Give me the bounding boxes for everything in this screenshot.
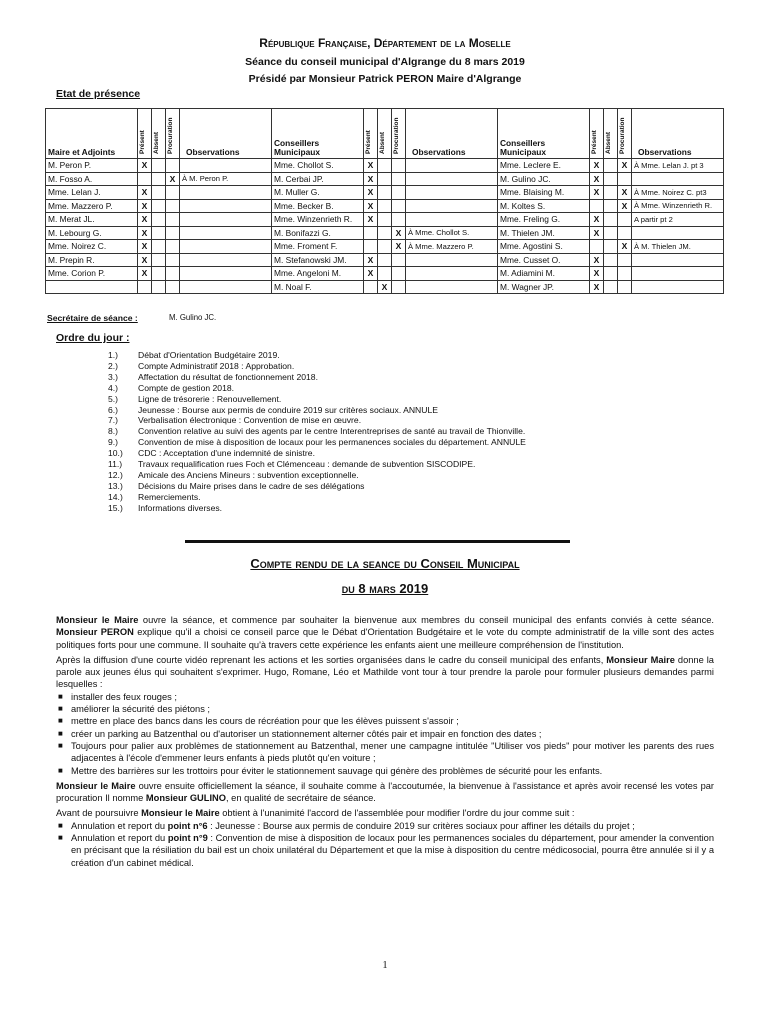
bullet-icon: ■: [58, 728, 63, 738]
member-name: M. Gulino JC.: [498, 172, 590, 186]
col-absent: Absent: [604, 109, 618, 159]
absent-mark: [152, 186, 166, 200]
absent-mark: [378, 253, 392, 267]
observation: À M. Peron P.: [180, 172, 272, 186]
presence-row: [46, 186, 724, 200]
demande-text: améliorer la sécurité des piétons ;: [71, 704, 211, 715]
agenda-item-number: 14.): [108, 491, 123, 502]
member-name: M. Muller G.: [272, 186, 364, 200]
procuration-mark: [618, 226, 632, 240]
present-mark: [364, 240, 378, 254]
present-mark: X: [590, 253, 604, 267]
absent-mark: [604, 267, 618, 281]
etat-presence-title: Etat de présence: [56, 88, 141, 100]
observation: [632, 280, 724, 294]
presence-row: [46, 253, 724, 267]
presence-row: [46, 159, 724, 173]
procuration-mark: [166, 159, 180, 173]
bullet-icon: ■: [58, 740, 63, 750]
agenda-item-text: Convention relative au suivi des agents par le centre Interentreprises de santé au travail de Thionville.: [138, 426, 526, 437]
absent-mark: [604, 159, 618, 173]
absent-mark: [152, 199, 166, 213]
observation: À Mme. Winzenrieth R.: [632, 199, 724, 213]
member-name: M. Fosso A.: [46, 172, 138, 186]
header-title: République Française, Département de la Moselle: [259, 36, 511, 50]
member-name: M. Thielen JM.: [498, 226, 590, 240]
demande-text: Toujours pour palier aux problèmes de stationnement au Batzenthal, mener une campagne intitulée "Utiliser vos pieds" pour motiver les parents des rues adjacentes à l'école d'emmener leurs enfants à pieds plutôt qu'en voiture ;: [71, 740, 714, 764]
procuration-mark: [166, 186, 180, 200]
demande-text: mettre en place des bancs dans les cours de récréation pour que les élèves puissent s'assoir ;: [71, 716, 459, 727]
procuration-mark: [166, 280, 180, 294]
ordre-du-jour-title: Ordre du jour :: [56, 332, 130, 344]
member-name: M. Stefanowski JM.: [272, 253, 364, 267]
bullet-icon: ■: [58, 691, 63, 701]
member-name: M. Adiamini M.: [498, 267, 590, 281]
present-mark: X: [590, 186, 604, 200]
observation: [180, 186, 272, 200]
present-mark: X: [364, 159, 378, 173]
compte-rendu-date: du 8 mars 2019: [341, 581, 429, 596]
demande-item: [56, 703, 714, 715]
present-mark: X: [138, 240, 152, 254]
secretaire-name: M. Gulino JC.: [169, 313, 217, 322]
col-conseillers-2: Conseillers Municipaux: [272, 109, 364, 159]
present-mark: X: [590, 213, 604, 227]
agenda-item: [108, 503, 526, 514]
member-name: Mme. Lelan J.: [46, 186, 138, 200]
present-mark: [138, 172, 152, 186]
absent-mark: [152, 280, 166, 294]
presence-row: [46, 240, 724, 254]
procuration-mark: X: [618, 199, 632, 213]
demande-text: Mettre des barrières sur les trottoirs pour éviter le stationnement sauvage qui génère des problèmes de sécurité pour les enfants.: [71, 765, 603, 776]
present-mark: [364, 226, 378, 240]
procuration-mark: [392, 213, 406, 227]
col-maire-adjoints: Maire et Adjoints: [46, 109, 138, 159]
agenda-item: [108, 405, 526, 416]
demande-item: [56, 715, 714, 727]
procuration-mark: X: [166, 172, 180, 186]
observation: [180, 213, 272, 227]
present-mark: X: [590, 280, 604, 294]
observation: À Mme. Mazzero P.: [406, 240, 498, 254]
observation: [180, 253, 272, 267]
observation: À Mme. Lelan J. pt 3: [632, 159, 724, 173]
col-procuration: Procuration: [618, 109, 632, 159]
observation: [180, 280, 272, 294]
member-name: Mme. Angeloni M.: [272, 267, 364, 281]
absent-mark: [152, 159, 166, 173]
absent-mark: [604, 240, 618, 254]
paragraph-video: Après la diffusion d'une courte vidéo reprenant les actions et les sorties organisées dans le cadre du conseil municipal des enfants, Monsieur Maire donne la parole aux jeunes élus qui souhaitent s'exprimer. Hugo, Romane, Léo et Mathilde vont tour à tour prendre la parole pour formuler plusieurs demandes parmi lesquelles :: [56, 654, 714, 690]
agenda-item: [108, 350, 526, 361]
agenda-item-text: Compte de gestion 2018.: [138, 382, 235, 393]
observation: [180, 267, 272, 281]
procuration-mark: [166, 213, 180, 227]
agenda-item-number: 6.): [108, 404, 119, 415]
agenda-item-number: 13.): [108, 480, 123, 491]
agenda-item: [108, 492, 526, 503]
present-mark: X: [590, 159, 604, 173]
procuration-mark: X: [392, 226, 406, 240]
procuration-mark: [618, 253, 632, 267]
col-observations: Observations: [180, 109, 272, 159]
agenda-item-text: Compte Administratif 2018 : Approbation.: [138, 360, 295, 371]
absent-mark: [604, 172, 618, 186]
col-absent: Absent: [378, 109, 392, 159]
compte-rendu-title: Compte rendu de la seance du Conseil Municipal: [250, 556, 520, 571]
procuration-mark: [618, 267, 632, 281]
col-procuration: Procuration: [166, 109, 180, 159]
secretaire-label: Secrétaire de séance :: [47, 313, 138, 323]
demande-text: installer des feux rouges ;: [71, 691, 177, 702]
absent-mark: [378, 186, 392, 200]
present-mark: X: [590, 267, 604, 281]
bullet-icon: ■: [58, 704, 63, 714]
member-name: Mme. Agostini S.: [498, 240, 590, 254]
present-mark: X: [590, 226, 604, 240]
agenda-item-text: Travaux requalification rues Foch et Clémenceau : demande de subvention SISCODIPE.: [138, 459, 476, 470]
presence-row: [46, 280, 724, 294]
absent-mark: [378, 199, 392, 213]
absent-mark: [378, 267, 392, 281]
bullet-icon: ■: [58, 765, 63, 775]
agenda-item-text: Informations diverses.: [138, 502, 223, 513]
procuration-mark: [392, 199, 406, 213]
col-conseillers-3: Conseillers Municipaux: [498, 109, 590, 159]
member-name: M. Merat JL.: [46, 213, 138, 227]
observation: [406, 280, 498, 294]
absent-mark: [152, 240, 166, 254]
observation: [632, 267, 724, 281]
absent-mark: [378, 172, 392, 186]
agenda-item: [108, 394, 526, 405]
observation: [180, 159, 272, 173]
agenda-item-number: 1.): [108, 350, 119, 360]
col-observations: Observations: [632, 109, 724, 159]
agenda-item-number: 5.): [108, 393, 119, 404]
presence-row: [46, 199, 724, 213]
agenda-item-text: Affectation du résultat de fonctionnement 2018.: [138, 371, 318, 382]
agenda-item: [108, 361, 526, 372]
agenda-item: [108, 372, 526, 383]
paragraph-modification: Avant de poursuivre Monsieur le Maire obtient à l'unanimité l'accord de l'assemblée pour modifier l'ordre du jour comme suit :: [56, 808, 575, 819]
present-mark: X: [364, 172, 378, 186]
present-mark: X: [138, 186, 152, 200]
absent-mark: [152, 267, 166, 281]
col-procuration: Procuration: [392, 109, 406, 159]
presence-row: [46, 267, 724, 281]
observation: [180, 240, 272, 254]
demande-text: créer un parking au Batzenthal ou d'autoriser un stationnement alterner côtés pair et impair en fonction des dates ;: [71, 728, 542, 739]
member-name: Mme. Becker B.: [272, 199, 364, 213]
procuration-mark: [392, 172, 406, 186]
demande-item: [56, 765, 714, 777]
observation: [406, 199, 498, 213]
observation: [632, 226, 724, 240]
observation: À Mme. Noirez C. pt3: [632, 186, 724, 200]
absent-mark: [378, 240, 392, 254]
absent-mark: [604, 199, 618, 213]
observation: [632, 253, 724, 267]
present-mark: X: [364, 267, 378, 281]
member-name: Mme. Corion P.: [46, 267, 138, 281]
observation: [180, 226, 272, 240]
col-present: Présent: [138, 109, 152, 159]
procuration-mark: [392, 267, 406, 281]
procuration-mark: [166, 253, 180, 267]
absent-mark: [604, 280, 618, 294]
absent-mark: X: [378, 280, 392, 294]
procuration-mark: [166, 199, 180, 213]
present-mark: X: [364, 213, 378, 227]
present-mark: X: [138, 267, 152, 281]
absent-mark: [152, 172, 166, 186]
procuration-mark: [618, 280, 632, 294]
bullet-icon: ■: [58, 820, 63, 830]
agenda-item-number: 7.): [108, 415, 119, 426]
absent-mark: [604, 186, 618, 200]
agenda-item: [108, 383, 526, 394]
procuration-mark: [392, 159, 406, 173]
present-mark: X: [138, 213, 152, 227]
present-mark: X: [364, 253, 378, 267]
present-mark: X: [364, 186, 378, 200]
presence-table-body: [46, 159, 724, 294]
absent-mark: [604, 226, 618, 240]
member-name: Mme. Freling G.: [498, 213, 590, 227]
col-present: Présent: [590, 109, 604, 159]
col-absent: Absent: [152, 109, 166, 159]
observation: À M. Thielen JM.: [632, 240, 724, 254]
modification-item: ■ Annulation et report du point n°9 : Convention de mise à disposition de locaux pour les permanences sociales du département, pour amender la convention en précisant que la résiliation du bail est un choix unilatéral du Département et que la mise à disposition du centre médicosocial, pourra être annulée si il y a création d'un cabinet médical.: [58, 833, 715, 868]
observation: [406, 253, 498, 267]
agenda-item-number: 3.): [108, 371, 119, 382]
agenda-item-text: CDC : Acceptation d'une indemnité de sinistre.: [138, 448, 315, 459]
procuration-mark: X: [618, 240, 632, 254]
agenda-item-text: Amicale des Anciens Mineurs : subvention exceptionnelle.: [138, 469, 359, 480]
member-name: M. Cerbai JP.: [272, 172, 364, 186]
agenda-item-number: 2.): [108, 360, 119, 371]
procuration-mark: [392, 186, 406, 200]
header-seance: Séance du conseil municipal d'Algrange du 8 mars 2019: [245, 56, 525, 68]
agenda-item-text: Ligne de trésorerie : Renouvellement.: [138, 393, 282, 404]
member-name: M. Prepin R.: [46, 253, 138, 267]
observation: [406, 213, 498, 227]
modifications-list: [56, 820, 714, 869]
observation: [406, 172, 498, 186]
procuration-mark: [392, 253, 406, 267]
procuration-mark: [618, 172, 632, 186]
presence-header-row: [46, 109, 724, 159]
demande-item: [56, 740, 714, 765]
paragraph-ouverture: Monsieur le Maire ouvre la séance, et commence par souhaiter la bienvenue aux membres du conseil municipal des enfants conviés à cette séance. Monsieur PERON explique qu'il a choisi ce conseil parce que le Débat d'Orientation Budgétaire et le vote du compte administratif de la ville sont des actes politiques forts pour une commune. Il souhaite qu'à travers cette expérience les enfants aient une meilleure compréhension de l'institution.: [56, 615, 715, 650]
absent-mark: [378, 226, 392, 240]
present-mark: X: [364, 199, 378, 213]
bullet-icon: ■: [58, 833, 63, 843]
procuration-mark: X: [618, 186, 632, 200]
member-name: Mme. Winzenrieth R.: [272, 213, 364, 227]
section-divider: [185, 540, 570, 543]
agenda-item: [108, 415, 526, 426]
present-mark: [138, 280, 152, 294]
observation: [406, 267, 498, 281]
present-mark: [590, 199, 604, 213]
member-name: [46, 280, 138, 294]
agenda-item: [108, 470, 526, 481]
absent-mark: [152, 226, 166, 240]
observation: À Mme. Chollot S.: [406, 226, 498, 240]
member-name: Mme. Chollot S.: [272, 159, 364, 173]
presence-row: [46, 213, 724, 227]
agenda-item: [108, 437, 526, 448]
agenda-item: [108, 459, 526, 470]
bullet-icon: ■: [58, 716, 63, 726]
procuration-mark: [618, 213, 632, 227]
present-mark: X: [138, 199, 152, 213]
agenda-item-text: Remerciements.: [138, 491, 201, 502]
agenda-item-text: Décisions du Maire prises dans le cadre de ses délégations: [138, 480, 365, 491]
member-name: M. Peron P.: [46, 159, 138, 173]
agenda-item: [108, 426, 526, 437]
present-mark: X: [138, 253, 152, 267]
observation: A partir pt 2: [632, 213, 724, 227]
procuration-mark: X: [618, 159, 632, 173]
presence-row: [46, 172, 724, 186]
member-name: Mme. Noirez C.: [46, 240, 138, 254]
member-name: M. Koltes S.: [498, 199, 590, 213]
member-name: M. Noal F.: [272, 280, 364, 294]
absent-mark: [604, 213, 618, 227]
agenda-item-text: Débat d'Orientation Budgétaire 2019.: [138, 350, 280, 360]
observation: [180, 199, 272, 213]
agenda-item-number: 9.): [108, 437, 119, 448]
present-mark: X: [590, 172, 604, 186]
present-mark: [590, 240, 604, 254]
procuration-mark: X: [392, 240, 406, 254]
col-present: Présent: [364, 109, 378, 159]
agenda-item-number: 11.): [108, 459, 123, 470]
member-name: Mme. Blaising M.: [498, 186, 590, 200]
member-name: M. Bonifazzi G.: [272, 226, 364, 240]
absent-mark: [152, 213, 166, 227]
compte-rendu-body: [56, 614, 714, 872]
agenda-list: [108, 350, 526, 514]
present-mark: X: [138, 159, 152, 173]
absent-mark: [604, 253, 618, 267]
agenda-item-number: 8.): [108, 426, 119, 437]
agenda-item-number: 15.): [108, 502, 123, 513]
secretaire-seance: [47, 313, 217, 323]
presence-row: [46, 226, 724, 240]
agenda-item: [108, 481, 526, 492]
procuration-mark: [392, 280, 406, 294]
agenda-item: [108, 448, 526, 459]
present-mark: [364, 280, 378, 294]
member-name: Mme. Mazzero P.: [46, 199, 138, 213]
agenda-item-number: 12.): [108, 469, 123, 480]
agenda-item-text: Convention de mise à disposition de locaux pour les permanences sociales du département. ANNULE: [138, 437, 526, 448]
presence-table: [45, 108, 724, 294]
member-name: M. Wagner JP.: [498, 280, 590, 294]
agenda-item-text: Verbalisation électronique : Convention de mise en œuvre.: [138, 415, 362, 426]
col-observations: Observations: [406, 109, 498, 159]
demande-item: [56, 728, 714, 740]
demandes-list: [56, 691, 714, 777]
procuration-mark: [166, 226, 180, 240]
procuration-mark: [166, 240, 180, 254]
absent-mark: [378, 159, 392, 173]
member-name: Mme. Leclere E.: [498, 159, 590, 173]
observation: [632, 172, 724, 186]
member-name: M. Lebourg G.: [46, 226, 138, 240]
present-mark: X: [138, 226, 152, 240]
procuration-mark: [166, 267, 180, 281]
observation: [406, 186, 498, 200]
agenda-item-text: Jeunesse : Bourse aux permis de conduire 2019 sur critères sociaux. ANNULE: [138, 404, 438, 415]
absent-mark: [152, 253, 166, 267]
observation: [406, 159, 498, 173]
absent-mark: [378, 213, 392, 227]
paragraph-ouverture-officielle: Monsieur le Maire ouvre ensuite officiellement la séance, il souhaite comme à l'accoutumée, la bienvenue à l'assistance et après avoir recensé les votes par procuration Il nomme Monsieur GULINO, en qualité de secrétaire de séance.: [56, 780, 715, 804]
header-president: Présidé par Monsieur Patrick PERON Maire d'Algrange: [248, 73, 522, 85]
member-name: Mme. Cusset O.: [498, 253, 590, 267]
page-number: 1: [382, 960, 388, 971]
demande-item: [56, 691, 714, 703]
modification-item: ■ Annulation et report du point n°6 : Jeunesse : Bourse aux permis de conduire 2019 sur critères sociaux pour affiner les détails du projet ;: [58, 820, 635, 831]
agenda-item-number: 4.): [108, 382, 119, 393]
member-name: Mme. Froment F.: [272, 240, 364, 254]
agenda-item-number: 10.): [108, 448, 123, 459]
